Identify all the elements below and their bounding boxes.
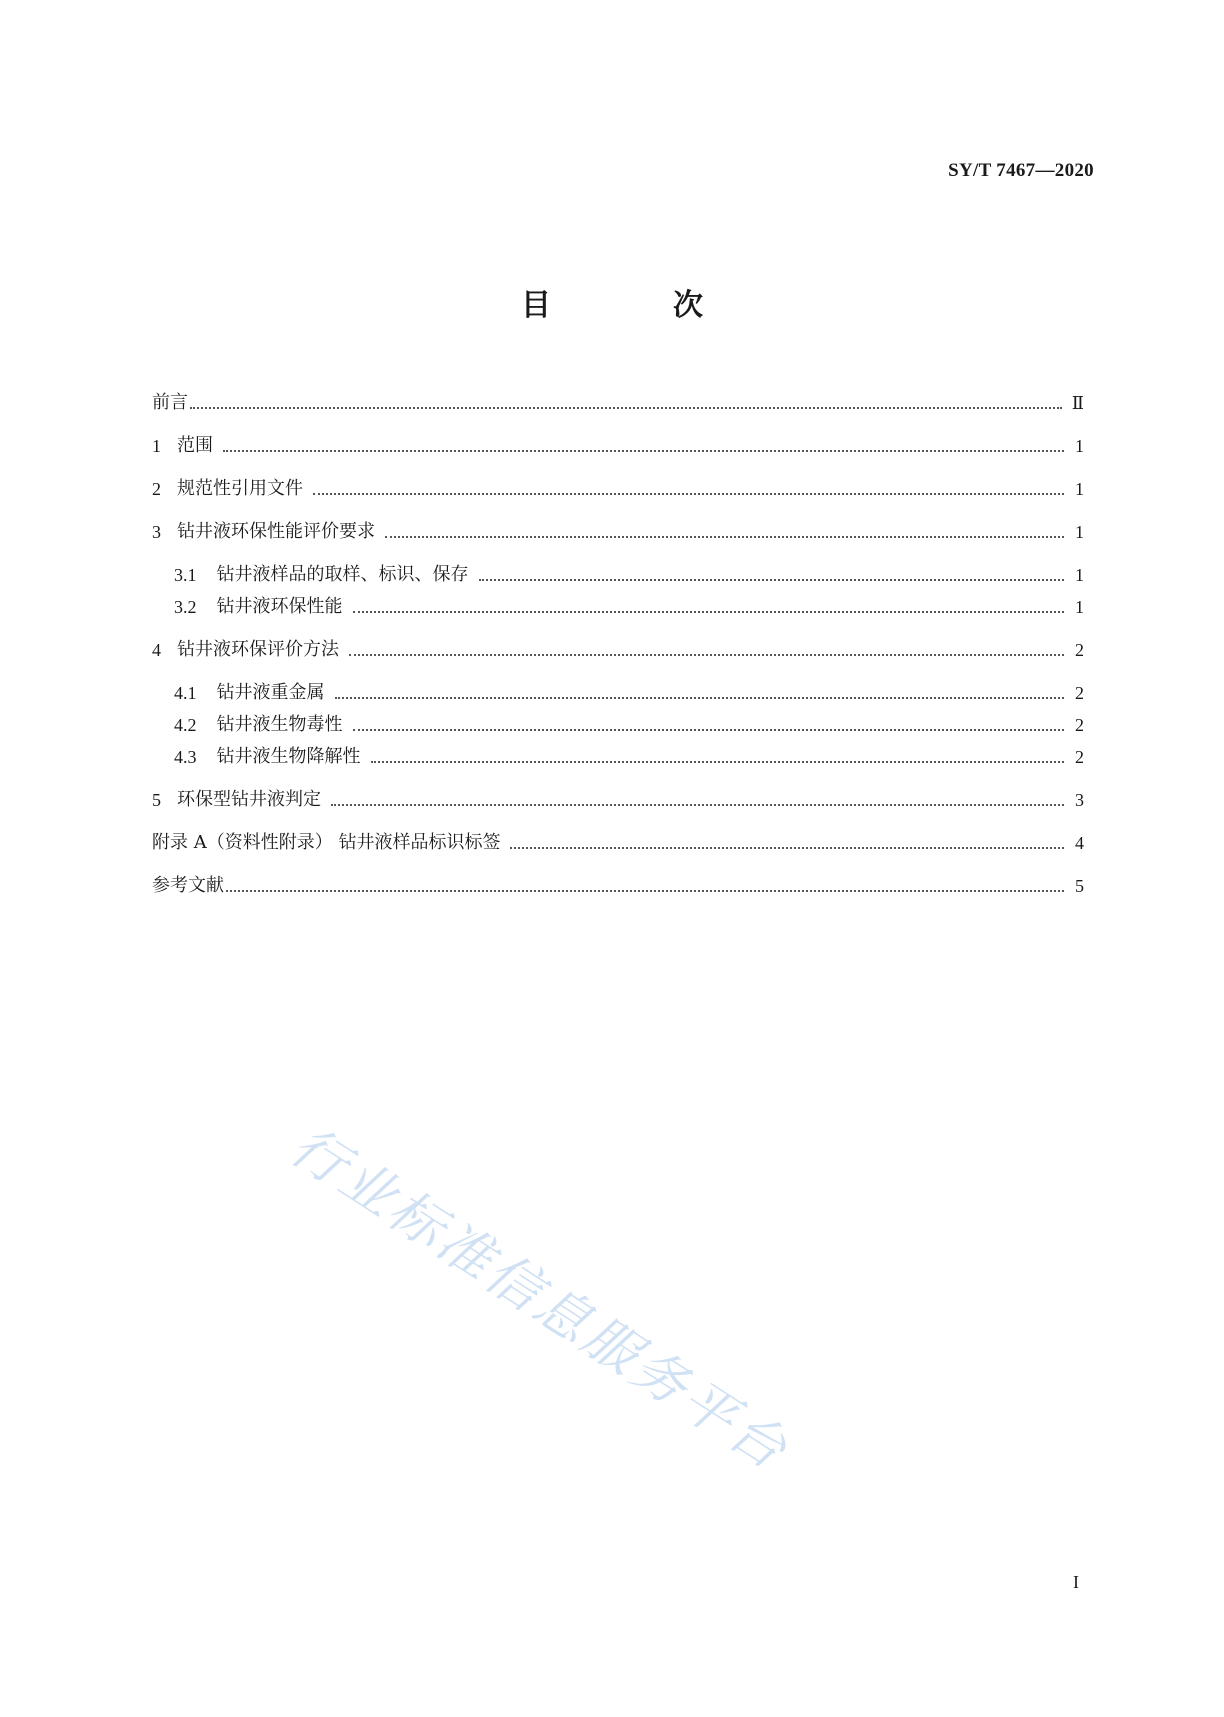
toc-leader (190, 406, 1062, 409)
toc-leader (353, 728, 1065, 731)
toc-entry-text: 前言 (152, 392, 188, 413)
toc-entry-text: 钻井液重金属 (216, 682, 325, 703)
toc-leader (349, 653, 1064, 656)
toc-leader (226, 889, 1064, 892)
toc-entry-text: 钻井液样品的取样、标识、保存 (216, 564, 469, 585)
toc-entry-text: 环保型钻井液判定 (177, 789, 321, 810)
toc-leader (335, 696, 1065, 699)
toc-leader (510, 846, 1064, 849)
toc-entry-number: 5 (152, 790, 161, 810)
toc-entry-text: 规范性引用文件 (177, 478, 303, 499)
toc-entry-5[interactable] (152, 785, 1084, 815)
toc-entry-2[interactable] (152, 474, 1084, 504)
toc-entry-text: 参考文献 (152, 875, 224, 896)
toc-leader (385, 535, 1064, 538)
toc-entry-number: 1 (152, 436, 161, 456)
toc-entry-page: 4 (1075, 833, 1084, 853)
toc-leader (371, 760, 1065, 763)
toc-entry-4-2[interactable] (174, 710, 1084, 740)
toc-entry-page: 1 (1075, 597, 1084, 617)
toc-entry-number: 4.3 (174, 747, 197, 767)
toc-entry-appendix-a[interactable] (152, 828, 1084, 858)
toc-entry-1[interactable] (152, 431, 1084, 461)
toc-entry-text: 范围 (177, 435, 213, 456)
toc-entry-text: 钻井液环保性能 (216, 596, 343, 617)
toc-entry-page: 2 (1075, 715, 1084, 735)
toc-entry-3-1[interactable] (174, 560, 1084, 590)
toc-entry-page: 2 (1075, 640, 1084, 660)
toc-entry-page: 1 (1075, 479, 1084, 499)
toc-entry-page: Ⅱ (1071, 393, 1084, 413)
toc-entry-page: 3 (1075, 790, 1084, 810)
toc-entry-page: 5 (1075, 876, 1084, 896)
toc-leader (331, 803, 1064, 806)
toc-leader (479, 578, 1065, 581)
toc-entry-page: 1 (1075, 522, 1084, 542)
toc-entry-page: 1 (1075, 565, 1084, 585)
page-title: 目 次 (521, 288, 749, 323)
toc-entry-text: 附录 A（资料性附录） 钻井液样品标识标签 (152, 832, 501, 853)
toc-entry-number: 4.2 (174, 715, 197, 735)
toc-entry-page: 1 (1075, 436, 1084, 456)
toc-entry-text: 钻井液环保评价方法 (177, 639, 339, 660)
toc-leader (223, 449, 1064, 452)
toc-entry-page: 2 (1075, 683, 1084, 703)
watermark: 行业标准信息服务平台 (279, 1114, 801, 1483)
toc-entry-text: 钻井液生物毒性 (216, 714, 343, 735)
toc-entry-4[interactable] (152, 635, 1084, 665)
standard-code: SY/T 7467—2020 (948, 160, 1094, 181)
toc-entry-4-1[interactable] (174, 678, 1084, 708)
toc-entry-references[interactable] (152, 871, 1084, 901)
toc-entry-3[interactable] (152, 517, 1084, 547)
toc-leader (313, 492, 1064, 495)
page-number: I (1073, 1572, 1079, 1592)
toc-entry-number: 3.2 (174, 597, 197, 617)
toc-leader (353, 610, 1065, 613)
toc-entry-page: 2 (1075, 747, 1084, 767)
toc-entry-number: 4 (152, 640, 161, 660)
toc-entry-4-3[interactable] (174, 742, 1084, 772)
toc-entry-number: 2 (152, 479, 161, 499)
toc-entry-number: 3 (152, 522, 161, 542)
toc-entry-3-2[interactable] (174, 592, 1084, 622)
toc-entry-foreword[interactable] (152, 388, 1084, 418)
toc-entry-number: 3.1 (174, 565, 197, 585)
toc-entry-text: 钻井液生物降解性 (216, 746, 361, 767)
toc-entry-text: 钻井液环保性能评价要求 (177, 521, 375, 542)
toc-entry-number: 4.1 (174, 683, 197, 703)
